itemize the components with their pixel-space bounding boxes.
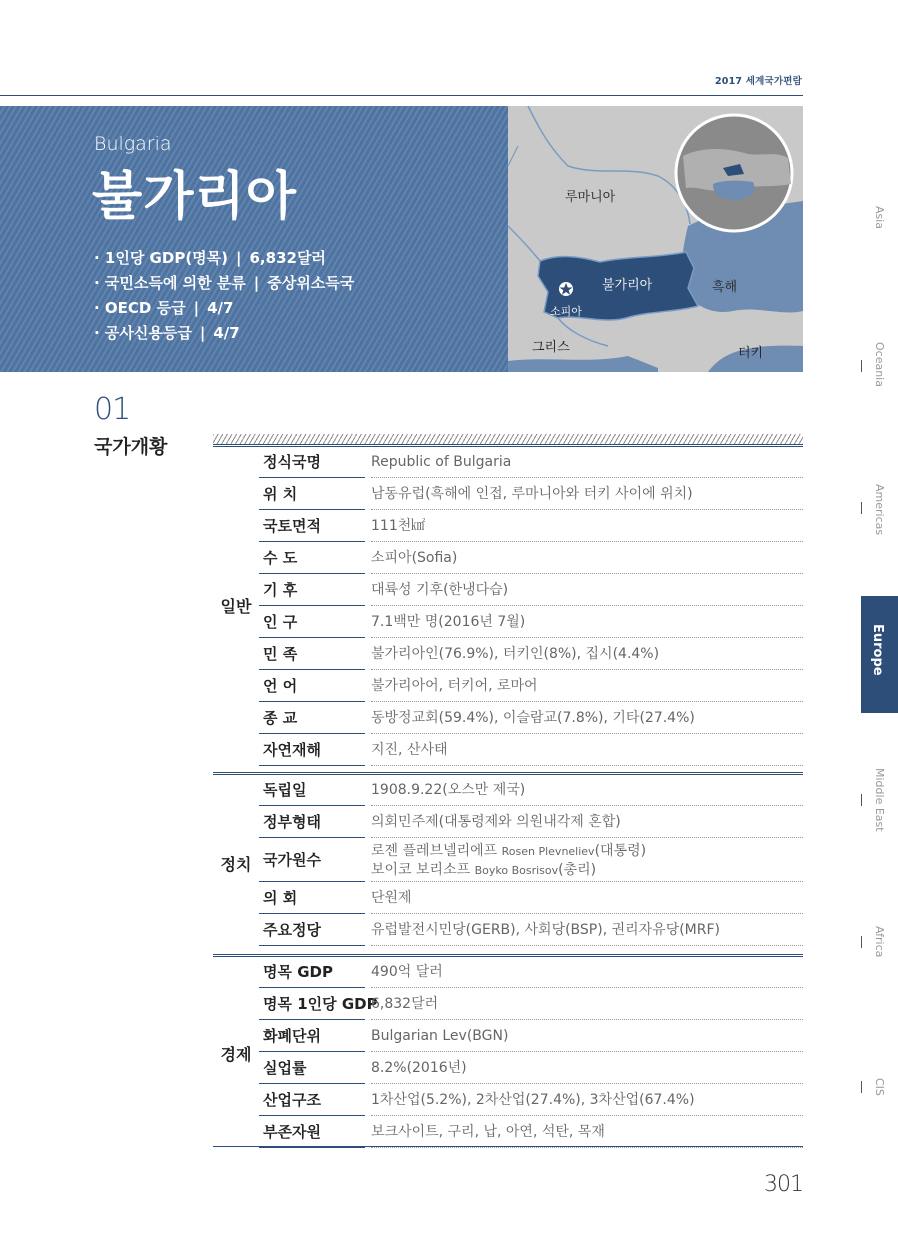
group-label-politics: 정치	[220, 855, 252, 874]
table-row: 국가원수 로젠 플레브넬리에프 Rosen Plevneliev(대통령) 보이코 보리소프 Boyko Bosrisov(총리)	[259, 838, 803, 882]
side-nav-middle-east[interactable]: Middle East	[861, 768, 898, 848]
table-row: 명목 GDP 490억 달러	[259, 956, 803, 988]
side-nav-cis[interactable]: CIS	[861, 1078, 898, 1118]
page-number: 301	[764, 1172, 803, 1197]
stat-credit-grade: · 공사신용등급 | 4/7	[94, 324, 240, 342]
country-name-english: Bulgaria	[94, 133, 172, 155]
section-title: 국가개황	[94, 436, 168, 458]
map-label-greece: 그리스	[532, 340, 570, 355]
stat-gdp-per-capita: · 1인당 GDP(명목) | 6,832달러	[94, 249, 326, 267]
table-row: 명목 1인당 GDP 6,832달러	[259, 988, 803, 1020]
group-label-economy: 경제	[220, 1045, 252, 1064]
table-row: 자연재해 지진, 산사태	[259, 734, 803, 766]
publication-title: 2017 세계국가편람	[714, 76, 802, 87]
country-hero-banner	[0, 106, 508, 372]
table-row: 주요정당 유럽발전시민당(GERB), 사회당(BSP), 권리자유당(MRF)	[259, 914, 803, 946]
table-row: 의 회 단원제	[259, 882, 803, 914]
table-row: 화폐단위 Bulgarian Lev(BGN)	[259, 1020, 803, 1052]
table-row: 국토면적 111천㎢	[259, 510, 803, 542]
table-row: 정식국명 Republic of Bulgaria	[259, 446, 803, 478]
table-row: 산업구조 1차산업(5.2%), 2차산업(27.4%), 3차산업(67.4%)	[259, 1084, 803, 1116]
table-row: 종 교 동방정교회(59.4%), 이슬람교(7.8%), 기타(27.4%)	[259, 702, 803, 734]
table-bottom-rule	[213, 1146, 803, 1147]
side-nav-africa[interactable]: Africa	[861, 926, 898, 986]
table-row: 정부형태 의회민주제(대통령제와 의원내각제 혼합)	[259, 806, 803, 838]
table-row: 언 어 불가리아어, 터키어, 로마어	[259, 670, 803, 702]
table-row: 실업률 8.2%(2016년)	[259, 1052, 803, 1084]
table-row: 위 치 남동유럽(흑해에 인접, 루마니아와 터키 사이에 위치)	[259, 478, 803, 510]
table-group-economy	[213, 954, 803, 1146]
stat-oecd-grade: · OECD 등급 | 4/7	[94, 299, 234, 317]
table-row: 독립일 1908.9.22(오스만 제국)	[259, 774, 803, 806]
map-label-black-sea: 흑해	[712, 280, 738, 295]
table-row: 민 족 불가리아인(76.9%), 터키인(8%), 집시(4.4%)	[259, 638, 803, 670]
map-label-romania: 루마니아	[565, 190, 616, 205]
group-label-general: 일반	[220, 597, 252, 616]
side-nav-americas[interactable]: Americas	[861, 484, 898, 564]
country-name-korean: 불가리아	[92, 167, 297, 227]
stat-income-class: · 국민소득에 의한 분류 | 중상위소득국	[94, 274, 355, 292]
side-nav-oceania[interactable]: Oceania	[861, 342, 898, 422]
key-stats-list	[94, 246, 354, 346]
head-of-state-president: 로젠 플레브넬리에프 Rosen Plevneliev(대통령)	[371, 843, 647, 859]
table-row: 부존자원 보크사이트, 구리, 납, 아연, 석탄, 목재	[259, 1116, 803, 1148]
side-nav-asia[interactable]: Asia	[873, 206, 886, 230]
map-label-turkey: 터키	[738, 346, 764, 361]
table-group-politics	[213, 772, 803, 946]
table-group-general	[213, 444, 803, 764]
map-label-sofia: 소피아	[550, 305, 582, 318]
head-of-state-prime-minister: 보이코 보리소프 Boyko Bosrisov(총리)	[371, 862, 597, 878]
section-number: 01	[94, 392, 131, 427]
map-graphic	[508, 106, 803, 372]
header-rule	[0, 95, 803, 96]
table-row: 수 도 소피아(Sofia)	[259, 542, 803, 574]
table-row: 기 후 대륙성 기후(한냉다습)	[259, 574, 803, 606]
side-nav-europe-active[interactable]: Europe	[861, 596, 898, 713]
country-map	[508, 106, 803, 372]
map-label-bulgaria: 불가리아	[602, 278, 653, 293]
section-hatch-divider	[213, 434, 803, 444]
table-row: 인 구 7.1백만 명(2016년 7월)	[259, 606, 803, 638]
